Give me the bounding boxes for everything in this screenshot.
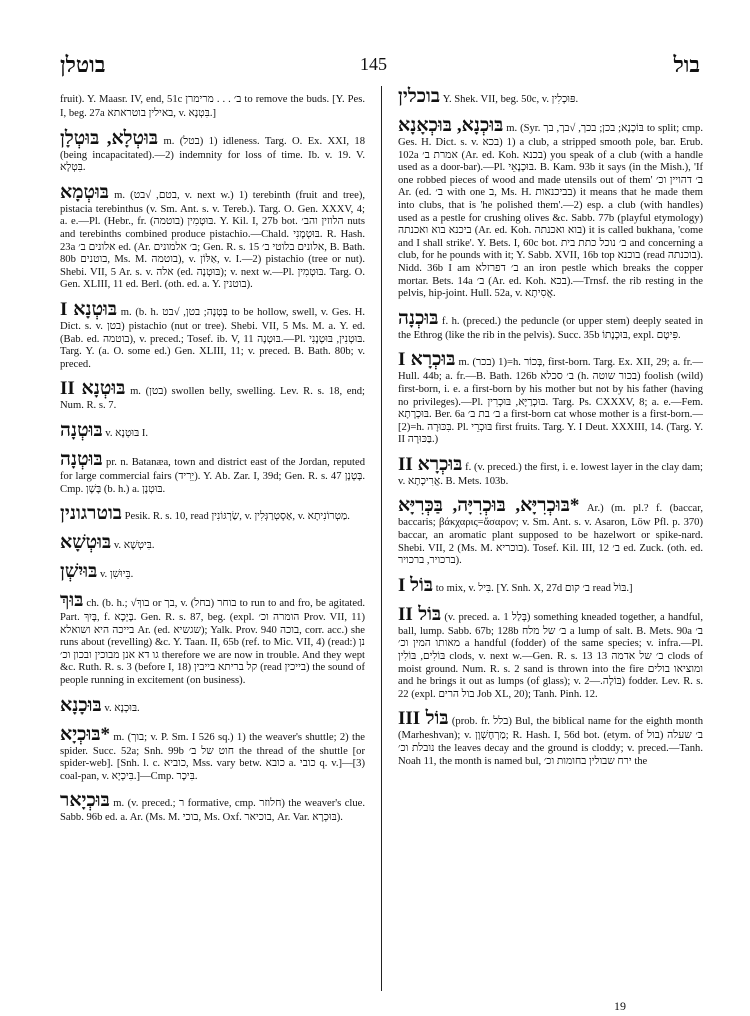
entry-headword: בּוּכָנָא (60, 694, 102, 716)
entry-headword: בּוֹל I (398, 574, 434, 596)
dictionary-entry (398, 454, 703, 489)
entry-text: m. (v. preced.; ר formative, cmp. חלוזר) the weaver's clue. Sabb. 96b ed. a. Ar. (Ms. M. בוכי, Ms. Oxf. בוכיאר, Ar. Var. בּוּכְרָא). (60, 798, 365, 824)
dictionary-entry (398, 575, 703, 597)
entry-text: Y. Shek. VII, beg. 50c, v. פּוּכְלִין. (442, 94, 579, 105)
dictionary-entry (398, 86, 703, 108)
entry-text: m. (בטל) 1) idleness. Targ. O. Ex. XXI, 18 (being incapacitated).—2) indemnity for loss of time. Ib. v. 19. V. בִּטְלָא. (60, 135, 365, 174)
entry-text: f. (v. preced.) the first, i. e. lowest layer in the clay dam; v. אֲרִיכְתָא. B. Mets. 103b. (398, 461, 703, 487)
entry-headword: *בּוּכְיָא (60, 723, 110, 745)
entry-text: Ar.) (m. pl.? f. (baccar, baccaris; βάκχαρις=ἄσαρον; v. Sm. Ant. s. v. Asaron, Löw Pfl. p. 370) baccar, an aromatic plant supposed to be hazelwort or spike-nard. Shebi. VII, 2 (Ms. M. בוכריא). Tosef. Kil. III, 12 ב׳ ed. Zuck. (oth. ed. ברכויר, ברכויר). (398, 503, 703, 567)
entry-headword: בּוּכְיָאר (60, 790, 110, 812)
dictionary-entry (398, 495, 703, 567)
entry-text: f. h. (preced.) the peduncle (or upper stem) deeply seated in the Ethrog (like the rib in the pelvis). Succ. 35b בּוּכְנָתוֹ, expl. פִּיטָם. (398, 315, 703, 341)
dictionary-entry (60, 420, 365, 442)
entry-headword: בּוּטְנָה (60, 448, 103, 470)
entry-text: v. בִּיטְשָׁא. (113, 540, 155, 552)
entry-text: v. בֵּיוּשִׁן. (99, 569, 134, 581)
entry-headword: בוכלין (398, 86, 441, 107)
entry-text: fruit). Y. Maasr. IV, end, 51c ב׳ . . . מרימרן to remove the buds. [Y. Pes. I, beg. 27a באילין בוטראתא, v. בִּטְנָא.] (60, 94, 365, 119)
entry-text: v. בּוּכְנָא. (104, 702, 140, 714)
dictionary-entry (60, 128, 365, 175)
dictionary-entry (398, 308, 703, 343)
entry-headword: בּוּטְלָא, בּוּטְלָן (60, 127, 159, 149)
entry-headword: בּוֹל III (398, 708, 449, 730)
entry-text: v. בּוּטְנָא I. (105, 427, 149, 439)
dictionary-entry (398, 604, 703, 702)
entry-text: ch. (b. h.; √בוךְ or בך, v. בוחר (בחל) to run to and fro, be agitated. Part. בָּיִךְ, f. בָּיְכָא. Gen. R. s. 87, beg. (expl. הומרה וכ׳ Prov. VII, 11) בייכה היא ושואלא Ar. (ed. שגשיא); Yalk. Prov. 940 בוכה, corr. acc.) she runs about (revelling) &c. Y. Taan. II, 65b (ref. to Mic. VII, 4) (read:) נן גו דא אנן מבוכין ובכון וכ׳ therefore we are now in trouble. And they wept &c. Ruth. R. s. 3 (before I, 18) קל בריתא בייבין (read בייכין) the sound of people running in excitement (on business). (60, 598, 365, 687)
page-number: 145 (360, 54, 387, 74)
signature-mark: 19 (614, 999, 626, 1013)
dictionary-entry (60, 695, 365, 717)
entry-text: pr. n. Batanæa, town and district east of the Jordan, reputed for large commercial fairs (יֵרִיד). Y. Ab. Zar. I, 39d; Gen. R. s. 47 בָּטְנָן. Cmp. בָּשָׁן (b. h.) a. בּוּטְנָן. (60, 456, 365, 495)
entry-headword: בּוּךְ (60, 590, 84, 612)
entry-headword: בּוּיִשְׁן (60, 561, 98, 583)
dictionary-entry (60, 449, 365, 496)
dictionary-entry (398, 115, 703, 301)
column-divider (381, 86, 382, 991)
entry-text: Pesik. R. s. 10, read שַׂרְגּוֹנִין, v. אַסְטְרַגְּלִין, v. מַטְרוֹנִיתָא. (124, 511, 350, 523)
entry-headword: בּוּכְנָה (398, 307, 439, 329)
left-column (60, 86, 365, 1006)
dictionary-entry (60, 532, 365, 554)
entry-text: m. (בכר) 1)=h. בְּכוֹר, first-born. Targ. Ex. XII, 29; a. fr.—Hull. 44b; a. fr.—B. Bath. 126b ב׳ סכלא (h. בכור שוטה) foolish (wild) first-born, i. e. a first-born by his mother but not by his father (having no privileges).—Pl. בּוּכְרַיָּא, בּוּכְרִין. Targ. Ps. CXXXV, 8; a. e.—Fem. בּוּכְרָתָא. Ber. 6a ב׳ בת ב׳ a first-born cat whose mother is a first-born.—[2)=h. בִּכּוּרָה. Pl. בּוּכְרֵי first fruits. Targ. Y. I Deut. XXXIII, 14. (Targ. Y. II בַּכּוּרָה.) (398, 357, 703, 446)
entry-text: m. (b. h. בָּטְנָה; בטן, √בט to be hollow, swell, v. Ges. H. Dict. s. v. בטן) pistachio (nut or tree). Shebi. VII, 5 Ms. M. a. Y. ed. (Bab. ed. בוטמה), v. preced.; Tosef. ib. V, 11 בּוּטְנָה.—Pl. בּוּטְנִין, בּוּטְנָנִי. Targ. Y. (a. O. some ed.) Gen. XLIII, 11; v. preced. B. Bath. 80b; v. preced. (60, 306, 365, 370)
dictionary-entry (60, 378, 365, 413)
dictionary-entry (60, 561, 365, 583)
entry-headword: בּוּטְנָא I (60, 298, 118, 320)
page-header (60, 52, 700, 76)
dictionary-entry (60, 724, 365, 784)
entry-text: m. (Syr. בּוֹכְנָא; בכן; בכך, √בך, בך to split; cmp. Ges. H. Dict. s. v. בכא) 1) a club, a stripped smooth pole, bar. Erub. 102a אמרת ב׳ (Ar. ed. Koh. בכנא) you speak of a club (with a handle used as a door-bar).—Pl. בּוּכְנָאֵי. B. Kam. 93b it says (in the Mish.), 'If one robbed pieces of wood and made utensils out of them' ב׳ דהויין וכ׳ Ar. (ed. ב׳ with one ב, Ms. H. בביכנאות) it means that he made them into clubs, that is 'he polished them'.—2) esp. a club (with handles) used as a pestle for crushing olives &c. Sabb. 77b (playful etymology) ביכנא בוא ואכנתה (Ar. ed. Koh. בוא ואכנתה) it is called bukhana, 'come and I shall strike'. Y. Bets. I, 60c bot. ב׳ נוכל כתת בית and concerning a club, for he pounds with it; Y. Sabb. XVII, 16b top בוכנא (read בוכנתה). Nidd. 36b I am ב׳ דפרזלא an iron pestle which breaks the copper mortar. Bets. 14a ב׳ (Ar. ed. Koh. בכא).—Trnsf. the rib resting in the pelvis, hip-joint. Hull. 52a, v. אֲסִיתָא. (398, 123, 703, 300)
dictionary-entry (60, 503, 365, 525)
dictionary-entry (398, 708, 703, 768)
dictionary-entry (398, 349, 703, 447)
entry-text: (v. preced. a. בְּלַל 1) something kneaded together, a handful, ball, lump. Sabb. 67b; 128b ב׳ של מלח a lump of salt. B. Mets. 90a ב׳ מאותו המין וכ׳ a handful (fodder) of the same species; v. infra.—Pl. בּוֹלִים, בּוֹלִין clods, v. next w.—Gen. R. s. 13 ב׳ של אדמה 13 clods of moist ground. Num. R. s. 2 sand is thrown into the fire ומוציאו בולים and he brings it out as lumps (of glass); v. בּוֹלָה.—2) fodder. Lev. R. s. 22 (expl. בול הרים Job XL, 20); Tanh. Pinh. 12. (398, 611, 703, 700)
entry-headword: *בּוּכְרִיָּא, בּוּכְרִיָּה, בַּכְּרִיָּא (398, 495, 580, 517)
dictionary-entry (60, 790, 365, 825)
entry-text: m. (בטם, √בט, v. next w.) 1) terebinth (fruit and tree), pistacia terebinthus (v. Sm. Ant. s. v. Tereb.). Targ. O. Gen. XXXV, 4; a. e.—Pl. (Hebr., fr. בּוּטְמִין (בוטמה). Y. Kil. I, 27b bot. הלוזין והב׳ nuts and terebinths combined produce pistachio.—Chald. בּוּטְמָנִי. R. Hash. 23a אלונים ב׳ ed. (Ar. ב׳ אלמונים; Gen. R. s. 15 אלונים בלוטי ב׳, B. Bath. 80b בוטנים, Ms. M. בוטמה), v. אַלּוֹן, v. I.—2) pistachio (tree or nut). Shebi. VII, 5 Ar. s. v. אלה (ed. בּוּטְנָה); v. next w.—Pl. בּוּטְמִין. Targ. O. Gen. XLIII, 11 ed. Berl. (oth. ed. a. Y. בוטנין). (60, 189, 365, 291)
entry-text: (prob. fr. בלל) Bul, the biblical name for the eighth month (Marheshvan); v. מַרְחֶשְׁוָן; R. Hash. I, 56d bot. (etym. of בול) ב׳ שעלה נובלת וכ׳ the leaves decay and the ground is cloddy; v. preced.—Tanh. Noah 11, the month is named bul, ירח שבולין בחומות וכ׳ the (398, 716, 703, 767)
entry-headword: בוטרגונין (60, 503, 122, 525)
dictionary-entry (60, 182, 365, 292)
entry-headword: בּוּכְנָא, בּוּכְאָנָא (398, 115, 504, 136)
dictionary-entry (60, 86, 365, 121)
dictionary-entry (60, 299, 365, 371)
right-column (398, 86, 703, 976)
entry-headword: בּוּכְרָא II (398, 453, 463, 475)
entry-headword: בּוֹל II (398, 603, 442, 625)
entry-headword: בּוּטְנָא II (60, 378, 126, 400)
entry-headword: בּוּטְשָׁא (60, 532, 112, 554)
entry-headword: בּוּטְנָה (60, 419, 103, 441)
entry-headword: בּוּטְמָא (60, 181, 109, 203)
entry-headword: בּוּכְרָא I (398, 349, 456, 371)
running-head-right: בול (673, 52, 700, 77)
running-head-left: בוטלן (60, 52, 106, 77)
entry-text: to mix, v. בִּיל. [Y. Snh. X, 27d ב׳ קום read בּוֹל.] (435, 582, 633, 594)
dictionary-entry (60, 590, 365, 688)
entry-text: m. (בוך; v. P. Sm. I 526 sq.) 1) the weaver's shuttle; 2) the spider. Succ. 52a; Snh. 99b חוט של ב׳ the thread of the shuttle [or spider-web]. [Snh. l. c. כוביא, Mss. vary betw. כובא a. כובי q. v.]—[3) coal-pan, v. בִּיכְיָא.]—Cmp. בִּיכָר. (60, 731, 365, 782)
entry-text: m. (בטן) swollen belly, swelling. Lev. R. s. 18, end; Num. R. s. 7. (60, 386, 365, 412)
